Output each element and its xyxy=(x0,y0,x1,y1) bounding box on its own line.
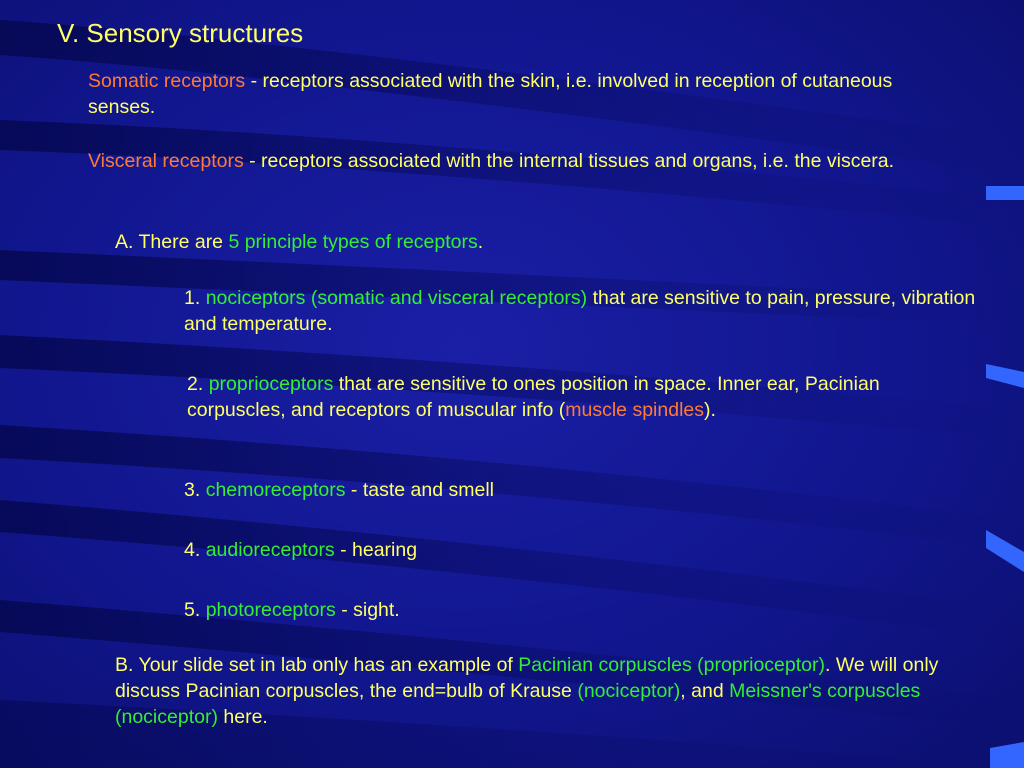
item-description: - hearing xyxy=(334,539,418,561)
part-b-highlight-1: Pacinian corpuscles (proprioceptor) xyxy=(518,654,825,676)
item-term: nociceptors (somatic and visceral receptors) xyxy=(205,287,588,309)
item-term: proprioceptors xyxy=(208,373,334,395)
part-a xyxy=(115,229,915,255)
receptor-item-3 xyxy=(184,477,784,503)
receptor-item-1 xyxy=(184,285,1004,337)
item-number: 4. xyxy=(184,539,206,561)
part-b-text-3: , and xyxy=(680,680,730,702)
accent-bar xyxy=(990,742,1024,768)
receptor-item-4 xyxy=(184,537,784,563)
visceral-term: Visceral receptors xyxy=(88,150,244,172)
part-a-highlight: 5 principle types of receptors xyxy=(228,231,478,253)
item-end: ). xyxy=(704,399,716,421)
item-description: that are sensitive to pain, pressure, vibration and temperature. xyxy=(184,287,976,335)
part-b-text-1: B. Your slide set in lab only has an example of xyxy=(115,654,519,676)
receptor-item-5 xyxy=(184,597,784,623)
somatic-definition xyxy=(88,68,948,120)
part-a-suffix: . xyxy=(477,231,484,253)
visceral-definition xyxy=(88,148,948,174)
item-term: audioreceptors xyxy=(205,539,335,561)
receptor-item-2 xyxy=(187,371,947,423)
part-a-prefix: A. There are xyxy=(115,231,229,253)
part-b-highlight-2: (nociceptor) xyxy=(577,680,681,702)
item-number: 5. xyxy=(184,599,206,621)
item-description: - sight. xyxy=(335,599,400,621)
somatic-description: - receptors associated with the skin, i.e. involved in reception of cutaneous senses. xyxy=(88,70,893,118)
somatic-term: Somatic receptors xyxy=(88,70,246,92)
part-b xyxy=(115,652,995,730)
part-b-highlight-3: Meissner's corpuscles (nociceptor) xyxy=(115,680,921,728)
item-term: photoreceptors xyxy=(205,599,336,621)
item-number: 1. xyxy=(184,287,206,309)
item-number: 2. xyxy=(187,373,209,395)
item-description: that are sensitive to ones position in space. Inner ear, Pacinian corpuscles, and receptors of muscular info ( xyxy=(187,373,880,421)
slide-title: V. Sensory structures xyxy=(57,18,304,48)
part-b-text-2: . We will only discuss Pacinian corpuscles, the end=bulb of Krause xyxy=(115,654,939,702)
visceral-description: - receptors associated with the internal tissues and organs, i.e. the viscera. xyxy=(243,150,895,172)
item-number: 3. xyxy=(184,479,206,501)
part-b-text-4: here. xyxy=(217,706,268,728)
accent-bar xyxy=(986,364,1024,388)
item-extra-term: muscle spindles xyxy=(565,399,704,421)
item-term: chemoreceptors xyxy=(205,479,346,501)
item-description: - taste and smell xyxy=(345,479,494,501)
accent-bar xyxy=(986,186,1024,200)
